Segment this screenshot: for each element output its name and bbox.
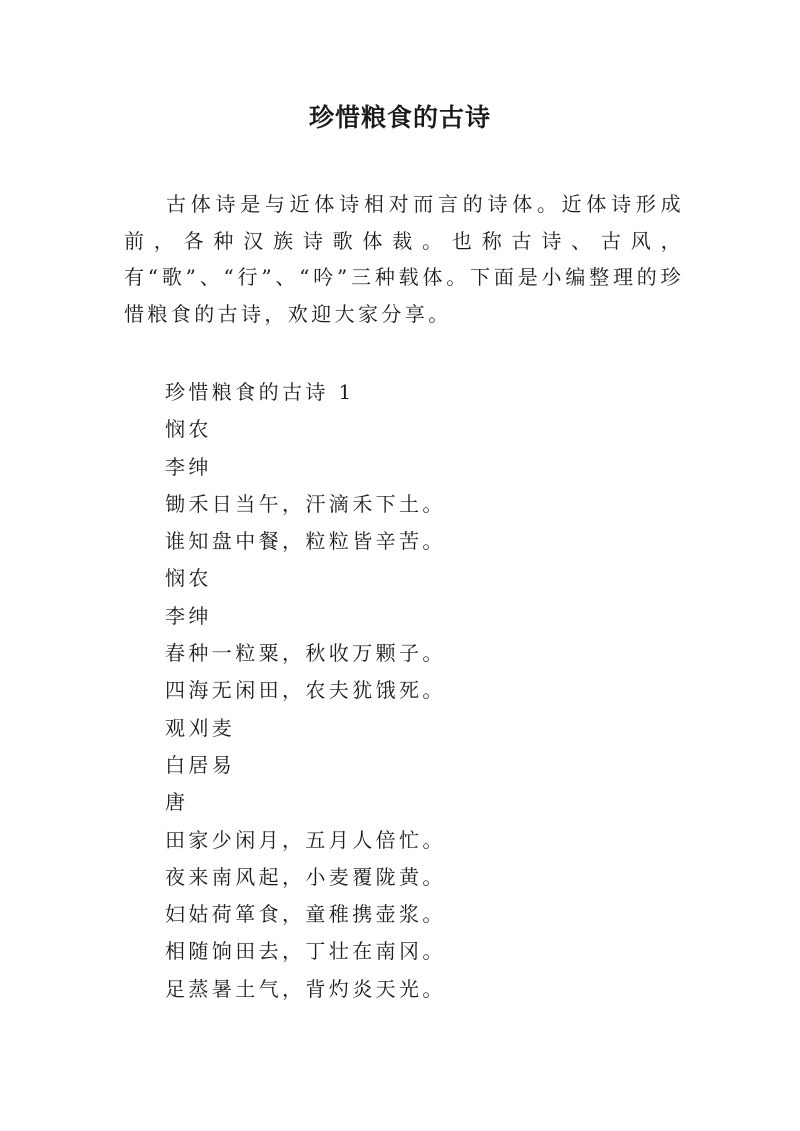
poem-author: 李绅 (165, 454, 212, 479)
poem-line: 田家少闲月，五月人倍忙。 (165, 827, 446, 852)
poem-lines (165, 374, 685, 1008)
poem-dynasty: 唐 (165, 790, 189, 815)
poem-line: 夜来南风起，小麦覆陇黄。 (165, 864, 446, 889)
poem-title: 悯农 (165, 417, 212, 442)
poem-line: 四海无闲田，农夫犹饿死。 (165, 678, 446, 703)
poem-title: 观刈麦 (165, 715, 236, 740)
poem-line: 相随饷田去，丁壮在南冈。 (165, 939, 446, 964)
poem-line: 谁知盘中餐，粒粒皆辛苦。 (165, 529, 446, 554)
poem-line: 春种一粒粟，秋收万颗子。 (165, 641, 446, 666)
poem-author: 白居易 (165, 752, 236, 777)
poem-line: 妇姑荷箪食，童稚携壶浆。 (165, 902, 446, 927)
poem-line: 足蒸暑土气，背灼炎天光。 (165, 976, 446, 1001)
poem-author: 李绅 (165, 603, 212, 628)
poem-title: 悯农 (165, 566, 212, 591)
poem-line: 锄禾日当午，汗滴禾下土。 (165, 491, 446, 516)
document-title: 珍惜粮食的古诗 (308, 103, 491, 132)
section-heading: 珍惜粮食的古诗 1 (165, 380, 355, 404)
intro-paragraph: 古体诗是与近体诗相对而言的诗体。近体诗形成前，各种汉族诗歌体裁。也称古诗、古风，有“歌”、“行”、“吟”三种载体。下面是小编整理的珍惜粮食的古诗，欢迎大家分享。 (124, 192, 684, 326)
